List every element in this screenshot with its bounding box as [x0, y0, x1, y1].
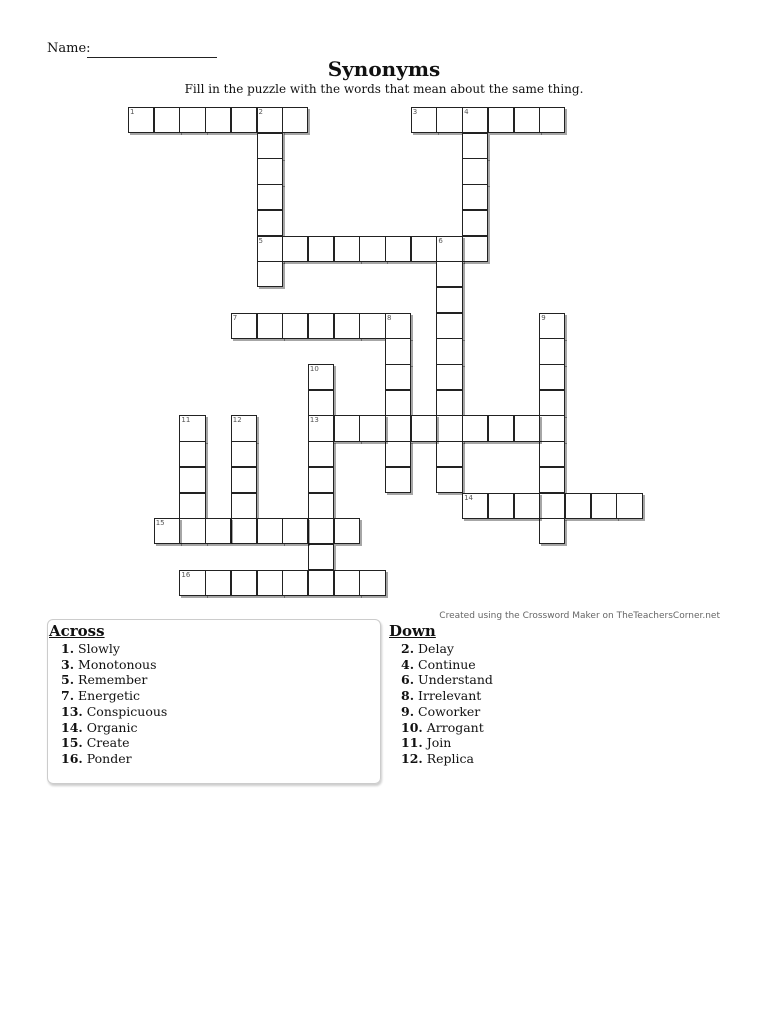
- clue-number-label: 1: [130, 108, 135, 116]
- grid-cell[interactable]: [282, 313, 308, 339]
- grid-cell[interactable]: [205, 518, 231, 544]
- grid-cell[interactable]: [436, 313, 462, 339]
- down-clue: [401, 720, 493, 736]
- down-clue: [401, 704, 493, 720]
- grid-cell[interactable]: [257, 518, 283, 544]
- clue-number: 5.: [61, 672, 75, 688]
- grid-cell[interactable]: [436, 338, 462, 364]
- grid-cell[interactable]: [308, 570, 334, 596]
- grid-cell[interactable]: [514, 493, 540, 519]
- grid-cell[interactable]: [257, 210, 283, 236]
- grid-cell[interactable]: [436, 236, 462, 262]
- grid-cell[interactable]: [205, 570, 231, 596]
- across-clue-list: [61, 641, 167, 767]
- grid-cell[interactable]: [436, 441, 462, 467]
- grid-cell[interactable]: [436, 467, 462, 493]
- clue-number: 11.: [401, 735, 423, 751]
- grid-cell[interactable]: [436, 107, 462, 133]
- grid-cell[interactable]: [154, 107, 180, 133]
- clue-number: 12.: [401, 750, 423, 766]
- grid-cell[interactable]: [385, 313, 411, 339]
- grid-cell[interactable]: [539, 467, 565, 493]
- grid-cell[interactable]: [462, 184, 488, 210]
- grid-cell[interactable]: [616, 493, 642, 519]
- grid-cell[interactable]: [462, 210, 488, 236]
- grid-cell[interactable]: [231, 467, 257, 493]
- grid-cell[interactable]: [257, 313, 283, 339]
- grid-cell[interactable]: [334, 236, 360, 262]
- grid-cell[interactable]: [385, 364, 411, 390]
- clue-text: Energetic: [74, 688, 141, 704]
- clue-text: Replica: [422, 750, 474, 766]
- across-clue: [61, 688, 167, 704]
- grid-cell[interactable]: [514, 107, 540, 133]
- grid-cell[interactable]: [385, 441, 411, 467]
- grid-cell[interactable]: [308, 415, 334, 441]
- grid-cell[interactable]: [282, 518, 308, 544]
- clue-number: 2.: [401, 641, 415, 656]
- grid-cell[interactable]: [179, 441, 205, 467]
- grid-cell[interactable]: [334, 518, 360, 544]
- grid-cell[interactable]: [539, 415, 565, 441]
- grid-cell[interactable]: [231, 493, 257, 519]
- clue-number: 13.: [61, 703, 83, 719]
- grid-cell[interactable]: [539, 518, 565, 544]
- across-clue: [61, 751, 167, 767]
- grid-cell[interactable]: [231, 518, 257, 544]
- clue-number: 7.: [61, 688, 75, 704]
- grid-cell[interactable]: [308, 518, 334, 544]
- across-clue: [61, 657, 167, 673]
- clue-text: Delay: [414, 641, 454, 656]
- clue-number-label: 10: [309, 365, 319, 373]
- down-clue-list: [401, 641, 493, 767]
- grid-cell[interactable]: [462, 107, 488, 133]
- grid-cell[interactable]: [539, 364, 565, 390]
- clue-text: Coworker: [414, 703, 481, 719]
- grid-cell[interactable]: [436, 415, 462, 441]
- grid-cell[interactable]: [257, 261, 283, 287]
- grid-cell[interactable]: [411, 236, 437, 262]
- grid-cell[interactable]: [462, 133, 488, 159]
- clue-number: 15.: [61, 735, 83, 751]
- grid-cell[interactable]: [257, 133, 283, 159]
- grid-cell[interactable]: [257, 158, 283, 184]
- clue-number-label: 9: [541, 313, 546, 322]
- grid-cell[interactable]: [385, 390, 411, 416]
- grid-cell[interactable]: [308, 467, 334, 493]
- grid-cell[interactable]: [385, 467, 411, 493]
- clue-text: Remember: [74, 672, 148, 688]
- grid-cell[interactable]: [334, 313, 360, 339]
- clue-number: 9.: [401, 703, 415, 719]
- grid-cell[interactable]: [334, 415, 360, 441]
- down-clue: [401, 751, 493, 767]
- grid-cell[interactable]: [411, 415, 437, 441]
- grid-cell[interactable]: [179, 415, 205, 441]
- across-heading: Across: [49, 622, 105, 640]
- clue-number: 14.: [61, 719, 83, 735]
- grid-cell[interactable]: [257, 236, 283, 262]
- clue-text: Irrelevant: [414, 688, 482, 704]
- grid-cell[interactable]: [179, 107, 205, 133]
- clue-number-label: 3: [412, 108, 418, 116]
- grid-cell[interactable]: [591, 493, 617, 519]
- grid-cell[interactable]: [385, 415, 411, 441]
- clue-number: 1.: [61, 641, 75, 656]
- clue-number-label: 12: [232, 416, 242, 425]
- clue-number-label: 11: [181, 416, 191, 425]
- grid-cell[interactable]: [514, 415, 540, 441]
- grid-cell[interactable]: [308, 390, 334, 416]
- grid-cell[interactable]: [565, 493, 591, 519]
- clue-number: 3.: [61, 656, 75, 672]
- grid-cell[interactable]: [257, 107, 283, 133]
- credit-text: Created using the Crossword Maker on TheTeachersCorner.net: [439, 611, 720, 621]
- grid-cell[interactable]: [308, 313, 334, 339]
- down-clue: [401, 641, 493, 657]
- down-clue: [401, 672, 493, 688]
- grid-cell[interactable]: [436, 287, 462, 313]
- grid-cell[interactable]: [462, 158, 488, 184]
- clue-number-label: 14: [464, 493, 474, 502]
- across-clue: [61, 735, 167, 751]
- grid-cell[interactable]: [539, 493, 565, 519]
- down-heading: Down: [389, 622, 436, 640]
- grid-cell[interactable]: [179, 518, 205, 544]
- grid-cell[interactable]: [205, 107, 231, 133]
- across-clue: [61, 641, 167, 657]
- grid-cell[interactable]: [231, 107, 257, 133]
- clue-number-label: 5: [258, 236, 263, 245]
- clue-number: 16.: [61, 750, 83, 766]
- across-clue: [61, 672, 167, 688]
- clue-text: Organic: [82, 719, 138, 735]
- grid-cell[interactable]: [231, 570, 257, 596]
- grid-cell[interactable]: [308, 441, 334, 467]
- grid-cell[interactable]: [282, 107, 308, 133]
- clue-number-label: 13: [309, 416, 319, 425]
- grid-cell[interactable]: [488, 493, 514, 519]
- grid-cell[interactable]: [385, 236, 411, 262]
- grid-cell[interactable]: [282, 570, 308, 596]
- clue-number-label: 8: [387, 313, 392, 322]
- across-clue: [61, 720, 167, 736]
- grid-cell[interactable]: [179, 493, 205, 519]
- grid-cell[interactable]: [282, 236, 308, 262]
- grid-cell[interactable]: [539, 441, 565, 467]
- clue-number-label: 6: [438, 236, 443, 245]
- grid-cell[interactable]: [359, 236, 385, 262]
- grid-cell[interactable]: [308, 493, 334, 519]
- grid-cell[interactable]: [436, 390, 462, 416]
- grid-cell[interactable]: [231, 313, 257, 339]
- clue-number: 4.: [401, 656, 415, 672]
- grid-cell[interactable]: [308, 236, 334, 262]
- grid-cell[interactable]: [154, 518, 180, 544]
- clue-number-label: 4: [464, 108, 469, 116]
- grid-cell[interactable]: [128, 107, 154, 133]
- grid-cell[interactable]: [385, 338, 411, 364]
- clue-number: 10.: [401, 719, 423, 735]
- grid-cell[interactable]: [308, 364, 334, 390]
- clue-text: Continue: [414, 656, 476, 672]
- clue-text: Arrogant: [422, 719, 484, 735]
- grid-cell[interactable]: [462, 415, 488, 441]
- grid-cell[interactable]: [488, 415, 514, 441]
- instructions: Fill in the puzzle with the words that mean about the same thing.: [184, 82, 584, 96]
- down-clue: [401, 657, 493, 673]
- grid-cell[interactable]: [257, 570, 283, 596]
- clue-number-label: 7: [232, 313, 238, 322]
- grid-cell[interactable]: [231, 441, 257, 467]
- grid-cell[interactable]: [411, 107, 437, 133]
- grid-cell[interactable]: [436, 261, 462, 287]
- grid-cell[interactable]: [179, 467, 205, 493]
- clue-number-label: 16: [181, 570, 191, 579]
- grid-cell[interactable]: [334, 570, 360, 596]
- clue-text: Conspicuous: [82, 703, 168, 719]
- clue-number-label: 15: [155, 519, 165, 528]
- down-clue: [401, 688, 493, 704]
- clue-text: Create: [82, 735, 130, 751]
- across-clue: [61, 704, 167, 720]
- grid-cell[interactable]: [539, 390, 565, 416]
- grid-cell[interactable]: [462, 236, 488, 262]
- clue-text: Understand: [414, 672, 493, 688]
- clue-number: 6.: [401, 672, 415, 688]
- grid-cell[interactable]: [539, 107, 565, 133]
- clue-number: 8.: [401, 688, 415, 704]
- grid-cell[interactable]: [539, 313, 565, 339]
- clue-text: Slowly: [74, 641, 120, 656]
- grid-cell[interactable]: [308, 544, 334, 570]
- down-clue: [401, 735, 493, 751]
- grid-cell[interactable]: [179, 570, 205, 596]
- grid-cell[interactable]: [231, 415, 257, 441]
- clue-text: Join: [422, 735, 452, 751]
- grid-cell[interactable]: [359, 570, 385, 596]
- grid-cell[interactable]: [462, 493, 488, 519]
- grid-cell[interactable]: [359, 313, 385, 339]
- grid-cell[interactable]: [436, 364, 462, 390]
- page-title: Synonyms: [327, 57, 441, 81]
- grid-cell[interactable]: [359, 415, 385, 441]
- grid-cell[interactable]: [539, 338, 565, 364]
- grid-cell[interactable]: [488, 107, 514, 133]
- clue-number-label: 2: [258, 108, 263, 116]
- grid-cell[interactable]: [257, 184, 283, 210]
- clue-text: Ponder: [82, 750, 132, 766]
- name-label: Name:: [47, 41, 91, 56]
- clue-text: Monotonous: [74, 656, 157, 672]
